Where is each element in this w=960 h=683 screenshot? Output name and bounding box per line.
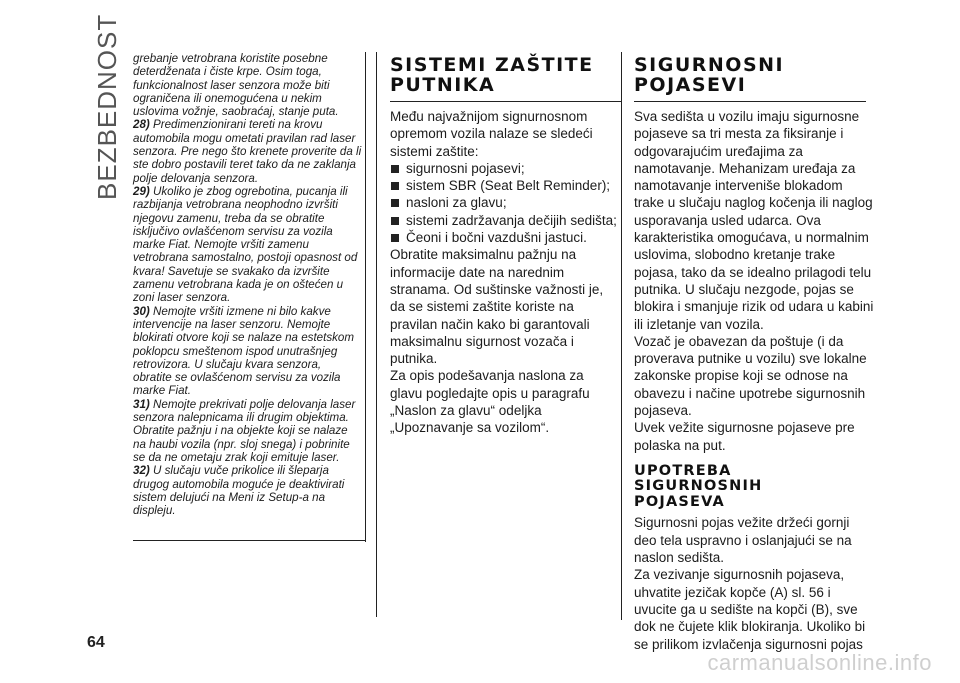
column-divider bbox=[365, 52, 366, 542]
section-heading bbox=[390, 55, 618, 95]
paragraph: Za vezivanje sigurnosnih pojaseva, uhvatite jezičak kopče (A) sl. 56 i uvucite ga u sedište na kopči (B), sve dok ne čujete klik blokiranja. Ukoliko bi se prilikom izvlačenja sigurnosni pojas bbox=[634, 567, 866, 652]
note-item bbox=[133, 305, 363, 398]
bullet-square-icon bbox=[391, 182, 399, 190]
list-item: sigurnosni pojasevi; bbox=[390, 160, 618, 177]
note-item bbox=[133, 398, 363, 464]
note-item bbox=[133, 118, 363, 184]
note-text: Nemojte prekrivati polje delovanja laser senzora nalepnicama ili drugim objektima. Obratite pažnju i na objekte koji se nalaze na haubi vozila (npr. sloj snega) i pobrinite se da ne ometaju zrak koji emituje laser. bbox=[133, 397, 356, 464]
note-number: 29) bbox=[133, 184, 150, 198]
protection-list bbox=[390, 160, 618, 246]
bullet-square-icon bbox=[391, 234, 399, 242]
note-number: 28) bbox=[133, 118, 150, 132]
bullet-square-icon bbox=[391, 199, 399, 207]
note-text: Predimenzionirani tereti na krovu automobila mogu ometati pravilan rad laser senzora. Pre nego što krenete proverite da li ste dobro postavili teret tako da ne zaklanja polje delovanja senzora. bbox=[133, 118, 362, 185]
heading-line: SIGURNOSNI bbox=[634, 54, 785, 76]
note-number: 31) bbox=[133, 397, 150, 411]
note-text: U slučaju vuče prikolice ili šleparja drugog automobila moguće je deaktivirati sistem delujući na Meni iz Setup-a na displeju. bbox=[133, 464, 345, 518]
page-number: 64 bbox=[87, 634, 105, 651]
watermark: carmanualsonline.info bbox=[707, 650, 932, 675]
list-item: sistem SBR (Seat Belt Reminder); bbox=[390, 177, 618, 194]
note-number: 30) bbox=[133, 304, 150, 318]
note-number: 32) bbox=[133, 464, 150, 478]
bullet-square-icon bbox=[391, 165, 399, 173]
list-item: sistemi zadržavanja dečijih sedišta; bbox=[390, 212, 618, 229]
section-heading bbox=[634, 55, 874, 95]
bullet-square-icon bbox=[391, 217, 399, 225]
column-divider bbox=[621, 52, 622, 620]
subsection-heading: UPOTREBA SIGURNOSNIH POJASEVA bbox=[634, 462, 763, 510]
section-side-title bbox=[78, 13, 138, 210]
note-text: Ukoliko je zbog ogrebotina, pucanja ili razbijanja vetrobrana neophodno izvršiti njegovu zamenu, treba da se obratite isključivo ovlašćenom servisu za vozila marke Fiat. Nemojte vršiti zamenu vetrobrana samostalno, postoji opasnost od kvara! Savetuje se svakako da izvršite zamenu vetrobrana kada je on oštećen u zoni laser senzora. bbox=[133, 184, 358, 305]
column-divider bbox=[376, 52, 377, 617]
paragraph: Među najvažnijom signurnosnom opremom vozila nalaze se sledeći sistemi zaštite: bbox=[390, 109, 593, 159]
note-item bbox=[133, 464, 363, 517]
notes-column bbox=[133, 52, 363, 517]
paragraph: Za opis podešavanja naslona za glavu pogledajte opis u paragrafu „Naslon za glavu“ odeljka „Upoznavanje sa vozilom“. bbox=[390, 368, 590, 436]
notes-bottom-rule bbox=[133, 540, 365, 541]
list-item: Čeoni i bočni vazdušni jastuci. bbox=[390, 229, 618, 246]
notes-intro: grebanje vetrobrana koristite posebne deterdženata i čiste krpe. Osim toga, funkcionalnost laser senzora može biti ograničena ili onemogućena u nekim uslovima vožnje, saobraćaj, stanje puta. bbox=[133, 52, 339, 119]
heading-line: PUTNIKA bbox=[390, 74, 496, 96]
seat-belts-column bbox=[634, 55, 874, 653]
heading-rule bbox=[634, 101, 866, 102]
paragraph: Sigurnosni pojas vežite držeći gornji deo tela uspravno i oslanjajući se na naslon sedišta. bbox=[634, 515, 852, 566]
heading-rule bbox=[390, 101, 622, 102]
protection-systems-column bbox=[390, 55, 618, 437]
paragraph: Obratite maksimalnu pažnju na informacije date na narednim stranama. Od suštinske važnosti je, da se sistemi zaštite koriste na pravilan način kako bi garantovali maksimalnu sigurnost vozača i putnika. bbox=[390, 247, 604, 367]
section-label: BEZBEDNOST bbox=[92, 13, 122, 200]
paragraph: Sva sedišta u vozilu imaju sigurnosne pojaseve sa tri mesta za fiksiranje i odgovarajućim uređajima za namotavanje. Mehanizam uređaja za namotavanje interveniše blokadom trake u slučaju naglog kočenja ili naglog usporavanja usled udarca. Ova karakteristika omogućava, u normalnim uslovima, slobodno kretanje trake pojasa, tako da se idealno prilagodi telu putnika. U slučaju nezgode, pojas se blokira i smanjuje rizik od udara u kabini ili izletanje van vozila. bbox=[634, 109, 874, 332]
paragraph: Uvek vežite sigurnosne pojaseve pre polaska na put. bbox=[634, 420, 855, 453]
paragraph: Vozač je obavezan da poštuje (i da proverava putnike u vozilu) sve lokalne zakonske propise koji se odnose na obavezu i načine upotrebe sigurnosnih pojaseva. bbox=[634, 333, 867, 419]
heading-line: SISTEMI ZAŠTITE bbox=[390, 54, 594, 76]
note-item bbox=[133, 185, 363, 305]
list-item: nasloni za glavu; bbox=[390, 194, 618, 211]
note-text: Nemojte vršiti izmene ni bilo kakve intervencije na laser senzoru. Nemojte blokirati otvore koji se nalaze na estetskom poklopcu smeštenom ispod unutrašnjeg retrovizora. U slučaju kvara senzora, obratite se ovlašćenom servisu za vozila marke Fiat. bbox=[133, 304, 355, 398]
heading-line: POJASEVI bbox=[634, 74, 747, 96]
